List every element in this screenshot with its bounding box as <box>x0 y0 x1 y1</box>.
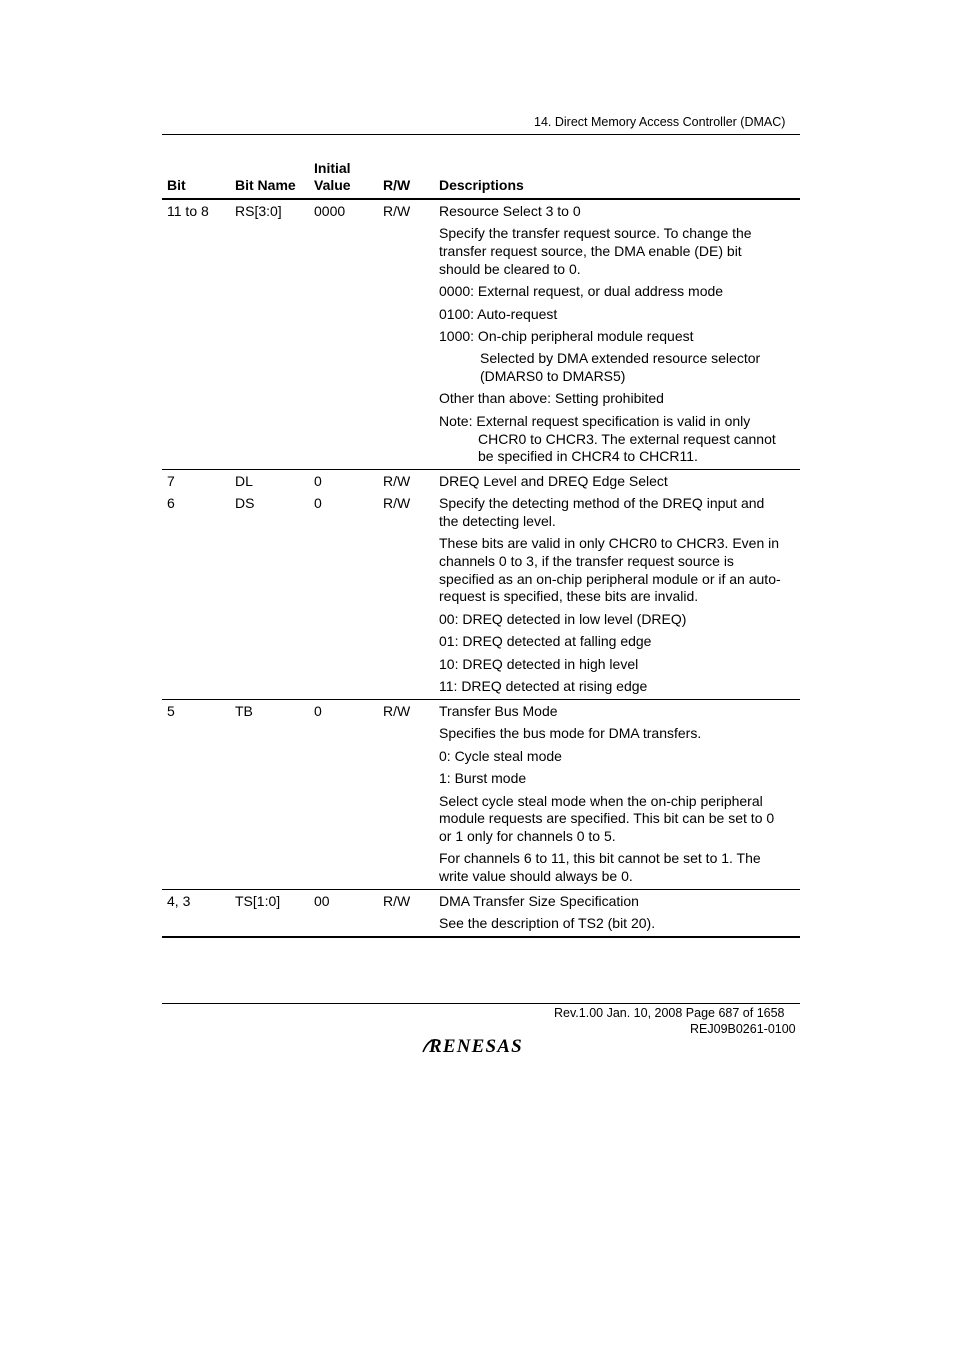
row-desc-line: specified as an on-chip peripheral module or if an auto- <box>439 571 781 587</box>
row-bit: 11 to 8 <box>167 203 209 219</box>
row-desc-line: 1: Burst mode <box>439 770 527 786</box>
row-desc-line: write value should always be 0. <box>439 868 633 884</box>
logo-text: RENESAS <box>429 1036 523 1057</box>
row-desc-line: 11: DREQ detected at rising edge <box>439 678 648 694</box>
row-bit: 7 <box>167 473 175 489</box>
row-divider <box>162 469 800 470</box>
col-header-bit-name: Bit Name <box>235 177 296 193</box>
row-desc-line: Specify the detecting method of the DREQ input and <box>439 495 765 511</box>
row-initial-value: 0000 <box>314 203 346 219</box>
footer-doc-number: REJ09B0261-0100 <box>690 1022 796 1036</box>
row-desc-line: the detecting level. <box>439 513 556 529</box>
row-desc-line: Resource Select 3 to 0 <box>439 203 581 219</box>
row-rw: R/W <box>383 893 411 909</box>
row-desc-line: channels 0 to 3, if the transfer request source is <box>439 553 734 569</box>
row-bit: 4, 3 <box>167 893 191 909</box>
footer-rule <box>162 1003 800 1004</box>
row-desc-line: See the description of TS2 (bit 20). <box>439 915 656 931</box>
row-initial-value: 0 <box>314 473 322 489</box>
row-initial-value: 00 <box>314 893 330 909</box>
row-desc-line: 0: Cycle steal mode <box>439 748 562 764</box>
row-desc-line: Other than above: Setting prohibited <box>439 390 664 406</box>
row-desc-line: 0100: Auto-request <box>439 306 558 322</box>
col-header-rw: R/W <box>383 177 411 193</box>
row-desc-line: be specified in CHCR4 to CHCR11. <box>478 448 698 464</box>
row-rw: R/W <box>383 473 411 489</box>
row-desc-line: 1000: On-chip peripheral module request <box>439 328 694 344</box>
row-desc-line: Selected by DMA extended resource selector <box>480 350 761 366</box>
row-desc-line: Select cycle steal mode when the on-chip peripheral <box>439 793 763 809</box>
row-desc-line: or 1 only for channels 0 to 5. <box>439 828 616 844</box>
row-desc-line: Note: External request specification is valid in only <box>439 413 751 429</box>
section-header: 14. Direct Memory Access Controller (DMAC) <box>534 115 786 129</box>
renesas-logo-mark <box>420 1032 542 1058</box>
row-desc-line: Transfer Bus Mode <box>439 703 558 719</box>
row-desc-line: 00: DREQ detected in low level (DREQ) <box>439 611 687 627</box>
row-bit-name: TB <box>235 703 253 719</box>
row-desc-line: transfer request source, the DMA enable (DE) bit <box>439 243 742 259</box>
table-header-rule <box>162 198 800 200</box>
row-desc-line: should be cleared to 0. <box>439 261 581 277</box>
row-desc-line: DMA Transfer Size Specification <box>439 893 639 909</box>
row-divider <box>162 889 800 890</box>
row-initial-value: 0 <box>314 703 322 719</box>
col-header-value: Value <box>314 177 351 193</box>
table-bottom-rule <box>162 936 800 938</box>
header-rule <box>162 134 800 135</box>
row-desc-line: module requests are specified. This bit can be set to 0 <box>439 810 775 826</box>
row-desc-line: request is specified, these bits are invalid. <box>439 588 699 604</box>
col-header-initial: Initial <box>314 160 351 176</box>
row-desc-line: Specify the transfer request source. To change the <box>439 225 752 241</box>
row-desc-line: These bits are valid in only CHCR0 to CHCR3. Even in <box>439 535 780 551</box>
row-desc-line: DREQ Level and DREQ Edge Select <box>439 473 668 489</box>
row-divider <box>162 699 800 700</box>
row-bit: 5 <box>167 703 175 719</box>
col-header-descriptions: Descriptions <box>439 177 524 193</box>
footer-revision: Rev.1.00 Jan. 10, 2008 Page 687 of 1658 <box>554 1006 785 1020</box>
row-desc-line: 0000: External request, or dual address mode <box>439 283 724 299</box>
row-desc-line: Specifies the bus mode for DMA transfers. <box>439 725 702 741</box>
row-desc-line: (DMARS0 to DMARS5) <box>480 368 626 384</box>
row-desc-line: For channels 6 to 11, this bit cannot be set to 1. The <box>439 850 761 866</box>
row-rw: R/W <box>383 203 411 219</box>
row-bit-name: DS <box>235 495 255 511</box>
row-desc-line: 10: DREQ detected in high level <box>439 656 639 672</box>
row-rw: R/W <box>383 703 411 719</box>
row-bit-name: RS[3:0] <box>235 203 282 219</box>
row-bit-name: DL <box>235 473 253 489</box>
col-header-bit: Bit <box>167 177 186 193</box>
row-bit-name: TS[1:0] <box>235 893 281 909</box>
renesas-logo <box>420 1032 542 1058</box>
row-desc-line: 01: DREQ detected at falling edge <box>439 633 652 649</box>
row-rw: R/W <box>383 495 411 511</box>
row-initial-value: 0 <box>314 495 322 511</box>
row-desc-line: CHCR0 to CHCR3. The external request cannot <box>478 431 776 447</box>
row-bit: 6 <box>167 495 175 511</box>
